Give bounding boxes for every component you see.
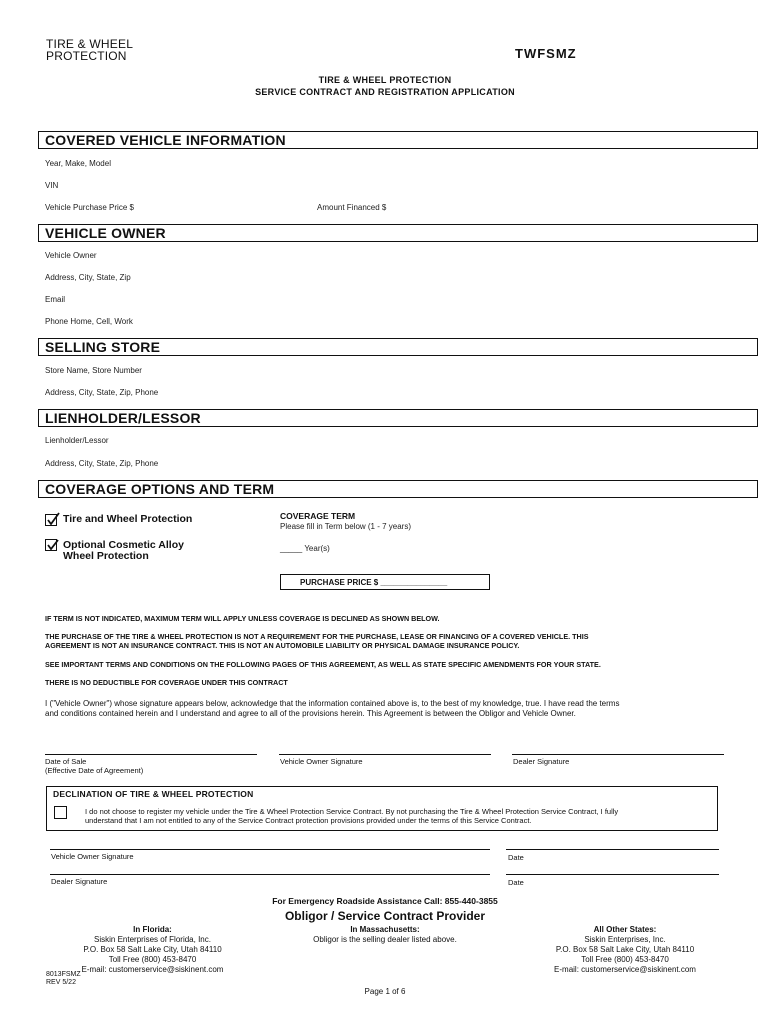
notice-insurance: AGREEMENT IS NOT AN INSURANCE CONTRACT. THIS IS NOT AN AUTOMOBILE LIABILITY OR PHYSICAL DAMAGE INSURANCE POLICY. [45, 641, 520, 650]
acknowledgement-line-2: and conditions contained herein and I understand and agree to all of the provisions herein. This Agreement is between the Obligor and Vehicle Owner. [45, 709, 576, 718]
notice-terms: SEE IMPORTANT TERMS AND CONDITIONS ON THE FOLLOWING PAGES OF THIS AGREEMENT, AS WELL AS STATE SPECIFIC AMENDMENTS FOR YOUR STATE. [45, 660, 601, 669]
section-heading: VEHICLE OWNER [45, 225, 166, 241]
form-code: TWFSMZ [515, 46, 577, 61]
owner-signature-line[interactable] [279, 754, 491, 755]
emergency-roadside-line: For Emergency Roadside Assistance Call: 855-440-3855 [272, 896, 498, 906]
decline-date-label-2: Date [508, 878, 524, 887]
coverage-term-hint: Please fill in Term below (1 - 7 years) [280, 522, 412, 531]
dealer-signature-label: Dealer Signature [513, 757, 570, 766]
amount-financed-field[interactable]: Amount Financed $ [317, 203, 387, 212]
vehicle-owner-field[interactable]: Vehicle Owner [45, 251, 97, 260]
store-name-field[interactable]: Store Name, Store Number [45, 366, 142, 375]
florida-email[interactable]: E-mail: customerservice@siskinent.com [81, 965, 224, 974]
lienholder-field[interactable]: Lienholder/Lessor [45, 436, 109, 445]
section-coverage-options [38, 480, 758, 498]
cosmetic-alloy-checkbox[interactable] [45, 539, 57, 551]
massachusetts-text: Obligor is the selling dealer listed above. [313, 935, 457, 944]
other-phone: Toll Free (800) 453-8470 [581, 955, 669, 964]
florida-phone: Toll Free (800) 453-8470 [108, 955, 197, 964]
store-address-field[interactable]: Address, City, State, Zip, Phone [45, 388, 159, 397]
effective-date-label: (Effective Date of Agreement) [45, 766, 144, 775]
decline-dealer-signature-line[interactable] [50, 874, 490, 875]
purchase-price-field[interactable]: Vehicle Purchase Price $ [45, 203, 134, 212]
notice-deductible: THERE IS NO DEDUCTIBLE FOR COVERAGE UNDER THIS CONTRACT [45, 678, 288, 687]
decline-date-label-1: Date [508, 853, 524, 862]
florida-po-box: P.O. Box 58 Salt Lake City, Utah 84110 [83, 945, 222, 954]
decline-date-line-2[interactable] [506, 874, 719, 875]
declination-heading: DECLINATION OF TIRE & WHEEL PROTECTION [53, 789, 254, 799]
decline-dealer-signature-label: Dealer Signature [51, 877, 108, 886]
section-selling-store [38, 338, 758, 356]
declination-box [46, 786, 718, 831]
form-number-block [46, 971, 81, 987]
checkmark-icon [45, 537, 61, 553]
declination-text-1: I do not choose to register my vehicle under the Tire & Wheel Protection Service Contract. By not purchasing the Tire & Wheel Protection Service Contract, I fully [85, 807, 619, 816]
other-email[interactable]: E-mail: customerservice@siskinent.com [554, 965, 696, 974]
florida-company: Siskin Enterprises of Florida, Inc. [94, 935, 211, 944]
coverage-term-title: COVERAGE TERM [280, 511, 356, 521]
dealer-signature-line[interactable] [512, 754, 724, 755]
declination-text-2: understand that I am not entitled to any of the Service Contract protection provisions provided under the terms of this Service Contract. [85, 816, 532, 825]
page-number: Page 1 of 6 [364, 987, 406, 996]
section-covered-vehicle [38, 131, 758, 149]
decline-checkbox[interactable] [54, 806, 67, 819]
purchase-price-label: PURCHASE PRICE $ _______________ [300, 578, 448, 587]
other-states-heading: All Other States: [593, 925, 657, 934]
section-heading: COVERAGE OPTIONS AND TERM [45, 481, 275, 497]
owner-signature-label: Vehicle Owner Signature [280, 757, 363, 766]
checkmark-icon [45, 512, 61, 528]
cosmetic-alloy-option-label [63, 540, 184, 562]
vin-field[interactable]: VIN [45, 181, 59, 190]
obligor-title: Obligor / Service Contract Provider [284, 909, 486, 923]
owner-address-field[interactable]: Address, City, State, Zip [45, 273, 131, 282]
notice-requirement: THE PURCHASE OF THE TIRE & WHEEL PROTECTION IS NOT A REQUIREMENT FOR THE PURCHASE, LEASE OR FINANCING OF A COVERED VEHICLE. THIS [45, 632, 589, 641]
document-subtitle: SERVICE CONTRACT AND REGISTRATION APPLICATION [255, 87, 515, 97]
florida-heading: In Florida: [133, 925, 172, 934]
acknowledgement-line-1: I ("Vehicle Owner") whose signature appears below, acknowledge that the information contained above is, to the best of my knowledge, true. I have read the terms [45, 699, 620, 708]
purchase-price-box[interactable] [280, 574, 490, 590]
notice-term: IF TERM IS NOT INDICATED, MAXIMUM TERM WILL APPLY UNLESS COVERAGE IS DECLINED AS SHOWN BELOW. [45, 614, 440, 623]
section-heading: SELLING STORE [45, 339, 161, 355]
date-of-sale-label: Date of Sale [45, 757, 87, 766]
florida-address-block [45, 925, 260, 975]
revision: REV 5/22 [46, 979, 76, 986]
tire-wheel-checkbox[interactable] [45, 514, 57, 526]
other-states-block [510, 925, 740, 975]
form-number: 8013FSMZ [46, 971, 81, 978]
owner-email-field[interactable]: Email [45, 295, 66, 304]
section-heading: COVERED VEHICLE INFORMATION [45, 132, 286, 148]
decline-owner-signature-line[interactable] [50, 849, 490, 850]
lienholder-address-field[interactable]: Address, City, State, Zip, Phone [45, 459, 159, 468]
term-years-field[interactable]: _____ Year(s) [280, 544, 330, 553]
option-label-line: Optional Cosmetic Alloy [63, 539, 184, 551]
section-lienholder [38, 409, 758, 427]
massachusetts-block [275, 925, 495, 945]
decline-date-line-1[interactable] [506, 849, 719, 850]
massachusetts-heading: In Massachusetts: [350, 925, 420, 934]
year-make-model-field[interactable]: Year, Make, Model [45, 159, 111, 168]
date-of-sale-line[interactable] [45, 754, 257, 755]
section-heading: LIENHOLDER/LESSOR [45, 410, 201, 426]
option-label-line: Wheel Protection [63, 550, 149, 562]
brand-line-1: TIRE & WHEEL [46, 37, 134, 51]
other-po-box: P.O. Box 58 Salt Lake City, Utah 84110 [555, 945, 695, 954]
tire-wheel-option-label: Tire and Wheel Protection [63, 513, 193, 525]
brand-line-2: PROTECTION [46, 49, 127, 63]
other-company: Siskin Enterprises, Inc. [584, 935, 666, 944]
section-vehicle-owner [38, 224, 758, 242]
brand-name [46, 38, 133, 62]
decline-owner-signature-label: Vehicle Owner Signature [51, 852, 134, 861]
owner-phone-field[interactable]: Phone Home, Cell, Work [45, 317, 133, 326]
document-title: TIRE & WHEEL PROTECTION [318, 75, 452, 85]
